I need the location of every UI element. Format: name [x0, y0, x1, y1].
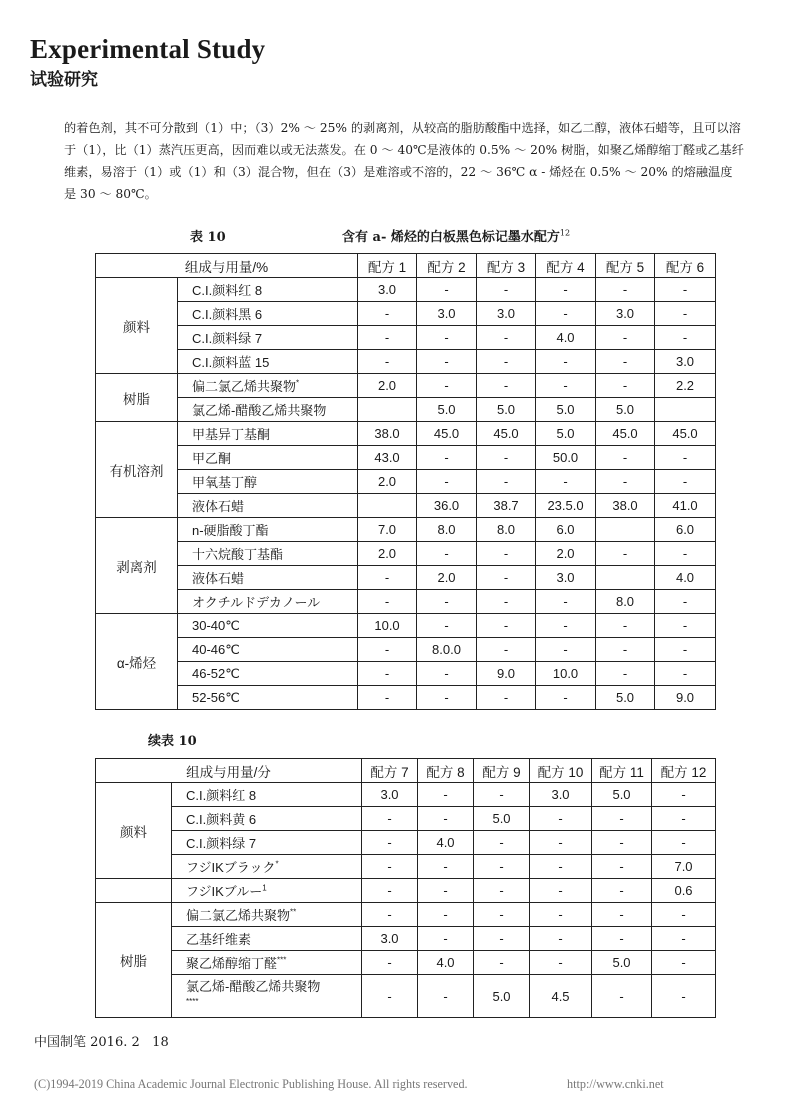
component-name [178, 638, 358, 662]
value-cell: - [592, 927, 652, 951]
table1-title-text: 含有 a- 烯烃的白板黑色标记墨水配方 [342, 230, 560, 245]
value-cell [596, 566, 655, 590]
value-cell: - [358, 302, 417, 326]
value-cell: 4.0 [655, 566, 716, 590]
footer-issue: 中国制笔 2016. 2 [34, 1035, 140, 1050]
value-cell: - [652, 975, 716, 1018]
value-cell [655, 398, 716, 422]
value-cell: - [358, 350, 417, 374]
value-cell: 4.0 [536, 326, 596, 350]
value-cell [358, 398, 417, 422]
footer-page-number: 18 [152, 1035, 169, 1050]
value-cell: 8.0 [477, 518, 536, 542]
footnote-mark: 1 [262, 883, 267, 893]
component-text: 46-52℃ [192, 665, 240, 681]
component-text: フジIKブルー [186, 884, 263, 899]
value-cell: - [417, 350, 477, 374]
value-cell: - [362, 951, 418, 975]
component-name [178, 374, 358, 398]
copyright-line [34, 1077, 774, 1092]
component-name [172, 807, 362, 831]
table-row [96, 662, 716, 686]
value-cell: - [358, 326, 417, 350]
value-cell: - [655, 278, 716, 302]
value-cell: - [418, 975, 474, 1018]
component-name [172, 903, 362, 927]
component-name [172, 975, 362, 1018]
component-text: C.I.颜料红 8 [192, 283, 263, 298]
value-cell: - [596, 638, 655, 662]
value-cell: 3.0 [536, 566, 596, 590]
corner-header: 组成与用量/分 [96, 759, 362, 783]
component-text: n-硬脂酸丁酯 [192, 523, 269, 538]
value-cell: 8.0 [596, 590, 655, 614]
component-name [178, 686, 358, 710]
value-cell: - [418, 903, 474, 927]
value-cell: - [358, 638, 417, 662]
value-cell: - [417, 542, 477, 566]
value-cell: - [530, 951, 592, 975]
value-cell: - [655, 590, 716, 614]
value-cell: - [655, 638, 716, 662]
value-cell: - [530, 903, 592, 927]
table-row [96, 831, 716, 855]
body-paragraph: 的着色剂，其不可分散到（1）中；（3）2% ～ 25% 的剥离剂，从较高的脂肪酸酯中选择，如乙二醇，液体石蜡等，且可以溶于（1），比（1）蒸汽压更高，因而难以或无法蒸发。在 0 ～ 40℃是液体的 0.5% ～ 20% 树脂，如聚乙烯醇缩丁醛或乙基纤维素，易溶于（1）或（1）和（3）混合物，但在（3）是难溶或不溶的，22 ～ 36℃ α - 烯烃在 0.5% ～ 20% 的熔融温度是 30 ～ 80℃。 [64, 121, 744, 201]
value-cell: - [596, 542, 655, 566]
component-text: フジIKブラック [186, 860, 276, 875]
value-cell: - [530, 879, 592, 903]
formula-table-1 [95, 253, 716, 710]
value-cell: - [474, 831, 530, 855]
component-name [178, 662, 358, 686]
table-row [96, 686, 716, 710]
value-cell: 45.0 [655, 422, 716, 446]
header-title-en: Experimental Study [30, 34, 266, 64]
component-text: C.I.颜料绿 7 [186, 836, 257, 851]
value-cell: - [596, 446, 655, 470]
component-name [178, 470, 358, 494]
value-cell: 50.0 [536, 446, 596, 470]
component-text: C.I.颜料红 8 [186, 788, 257, 803]
component-text: 甲氧基丁醇 [192, 475, 258, 490]
value-cell: - [596, 326, 655, 350]
column-header: 配方 11 [592, 759, 652, 783]
table2-caption: 续表 10 [148, 734, 197, 749]
value-cell: - [477, 542, 536, 566]
value-cell: - [536, 614, 596, 638]
table-row [96, 855, 716, 879]
table-row [96, 542, 716, 566]
component-text: 甲基异丁基酮 [192, 427, 271, 442]
value-cell: - [655, 542, 716, 566]
component-name [178, 566, 358, 590]
value-cell: - [417, 470, 477, 494]
column-header: 配方 10 [530, 759, 592, 783]
value-cell: - [536, 350, 596, 374]
value-cell: - [474, 879, 530, 903]
footnote-mark: ** [290, 907, 297, 917]
value-cell: - [474, 855, 530, 879]
component-text: 甲乙酮 [192, 451, 232, 466]
value-cell: - [417, 614, 477, 638]
value-cell: - [530, 831, 592, 855]
value-cell: - [362, 903, 418, 927]
value-cell: - [477, 638, 536, 662]
value-cell: - [655, 326, 716, 350]
value-cell: - [417, 446, 477, 470]
component-name [172, 855, 362, 879]
component-text: 偏二氯乙烯共聚物 [186, 908, 291, 923]
component-name [178, 278, 358, 302]
value-cell: - [477, 566, 536, 590]
column-header: 配方 12 [652, 759, 716, 783]
component-text: 聚乙烯醇缩丁醛 [186, 956, 278, 971]
value-cell: - [655, 470, 716, 494]
column-header: 配方 3 [477, 254, 536, 278]
value-cell: 36.0 [417, 494, 477, 518]
table-row [96, 951, 716, 975]
value-cell: - [418, 783, 474, 807]
component-name [172, 783, 362, 807]
value-cell: - [418, 927, 474, 951]
value-cell: - [362, 879, 418, 903]
value-cell: 45.0 [596, 422, 655, 446]
value-cell: 45.0 [477, 422, 536, 446]
component-text: 液体石蜡 [192, 499, 245, 514]
table-row [96, 590, 716, 614]
value-cell: - [477, 350, 536, 374]
value-cell: - [655, 662, 716, 686]
column-header: 配方 5 [596, 254, 655, 278]
value-cell: - [477, 278, 536, 302]
value-cell: 3.0 [358, 278, 417, 302]
value-cell: 3.0 [596, 302, 655, 326]
component-text: C.I.颜料绿 7 [192, 331, 263, 346]
value-cell: - [477, 470, 536, 494]
value-cell: 3.0 [530, 783, 592, 807]
footnote-mark: * [296, 378, 300, 388]
value-cell: - [477, 446, 536, 470]
table-row [96, 927, 716, 951]
value-cell: 5.0 [596, 686, 655, 710]
value-cell: 38.0 [596, 494, 655, 518]
value-cell: - [362, 975, 418, 1018]
table-row [96, 446, 716, 470]
table-row [96, 302, 716, 326]
component-name [178, 542, 358, 566]
value-cell: 5.0 [477, 398, 536, 422]
value-cell: - [592, 855, 652, 879]
component-name [178, 518, 358, 542]
value-cell: - [417, 662, 477, 686]
value-cell: - [655, 446, 716, 470]
header-title-cn: 试验研究 [30, 70, 98, 90]
column-header: 配方 1 [358, 254, 417, 278]
component-name [172, 879, 362, 903]
value-cell: - [362, 807, 418, 831]
value-cell: 5.0 [592, 951, 652, 975]
footnote-mark-line [186, 994, 361, 1012]
component-name [178, 302, 358, 326]
value-cell: 38.7 [477, 494, 536, 518]
value-cell: - [477, 590, 536, 614]
value-cell: - [536, 470, 596, 494]
group-label: 树脂 [96, 903, 172, 1018]
component-name [172, 927, 362, 951]
value-cell: - [655, 302, 716, 326]
value-cell: - [652, 927, 716, 951]
page-footer [34, 1031, 169, 1050]
table-header-row [96, 254, 716, 278]
column-header: 配方 2 [417, 254, 477, 278]
value-cell: 5.0 [474, 807, 530, 831]
value-cell: 0.6 [652, 879, 716, 903]
table1-title [342, 226, 570, 245]
value-cell: 3.0 [362, 783, 418, 807]
value-cell: 43.0 [358, 446, 417, 470]
value-cell: - [592, 879, 652, 903]
component-text: 氯乙烯-醋酸乙烯共聚物 [192, 403, 327, 418]
group-label: 有机溶剂 [96, 422, 178, 518]
component-text: C.I.颜料蓝 15 [192, 355, 270, 370]
value-cell: - [536, 590, 596, 614]
table-row [96, 638, 716, 662]
table-row [96, 807, 716, 831]
component-name [178, 494, 358, 518]
value-cell: - [655, 614, 716, 638]
value-cell: - [652, 807, 716, 831]
value-cell: 38.0 [358, 422, 417, 446]
value-cell: 2.0 [358, 374, 417, 398]
table-row [96, 879, 716, 903]
formula-table-2 [95, 758, 716, 1018]
value-cell: - [477, 374, 536, 398]
value-cell: 6.0 [655, 518, 716, 542]
value-cell: 5.0 [417, 398, 477, 422]
value-cell: - [418, 879, 474, 903]
group-label: 颜料 [96, 783, 172, 879]
value-cell: 7.0 [652, 855, 716, 879]
value-cell [596, 518, 655, 542]
value-cell: 9.0 [477, 662, 536, 686]
value-cell: 5.0 [536, 422, 596, 446]
value-cell: - [358, 686, 417, 710]
value-cell: 8.0.0 [417, 638, 477, 662]
value-cell: - [417, 278, 477, 302]
table-row [96, 326, 716, 350]
component-name [172, 951, 362, 975]
value-cell: - [596, 350, 655, 374]
column-header: 配方 8 [418, 759, 474, 783]
component-text: 十六烷酸丁基酯 [192, 547, 284, 562]
value-cell: 5.0 [592, 783, 652, 807]
value-cell: - [418, 807, 474, 831]
component-text: C.I.颜料黄 6 [186, 812, 257, 827]
component-name [178, 446, 358, 470]
value-cell: - [358, 566, 417, 590]
value-cell: - [536, 302, 596, 326]
value-cell: - [474, 783, 530, 807]
value-cell: - [596, 614, 655, 638]
value-cell: 3.0 [417, 302, 477, 326]
component-text: 30-40℃ [192, 617, 240, 633]
value-cell: - [592, 903, 652, 927]
group-label: 树脂 [96, 374, 178, 422]
value-cell: 5.0 [596, 398, 655, 422]
value-cell: - [596, 470, 655, 494]
value-cell: - [474, 903, 530, 927]
value-cell: 4.0 [418, 951, 474, 975]
value-cell [358, 494, 417, 518]
value-cell: - [417, 686, 477, 710]
value-cell: 2.0 [358, 470, 417, 494]
value-cell: - [358, 590, 417, 614]
value-cell: 3.0 [655, 350, 716, 374]
table1-title-ref: 12 [559, 228, 571, 238]
table-row [96, 566, 716, 590]
table-row [96, 518, 716, 542]
table-row [96, 494, 716, 518]
value-cell: - [592, 831, 652, 855]
value-cell: 7.0 [358, 518, 417, 542]
value-cell: 9.0 [655, 686, 716, 710]
value-cell: - [536, 278, 596, 302]
footnote-mark: *** [277, 955, 287, 965]
value-cell: 3.0 [477, 302, 536, 326]
value-cell: - [592, 807, 652, 831]
column-header: 配方 4 [536, 254, 596, 278]
value-cell: 2.0 [358, 542, 417, 566]
value-cell: - [596, 662, 655, 686]
footnote-mark: **** [186, 997, 199, 1007]
value-cell: - [474, 951, 530, 975]
table-row [96, 470, 716, 494]
value-cell: - [530, 855, 592, 879]
value-cell: 3.0 [362, 927, 418, 951]
value-cell: - [530, 807, 592, 831]
value-cell: 10.0 [358, 614, 417, 638]
value-cell: - [652, 831, 716, 855]
value-cell: 5.0 [474, 975, 530, 1018]
table-row [96, 903, 716, 927]
table-header-row [96, 759, 716, 783]
value-cell: 4.0 [418, 831, 474, 855]
value-cell: 45.0 [417, 422, 477, 446]
component-name [172, 831, 362, 855]
value-cell: 6.0 [536, 518, 596, 542]
table-row [96, 975, 716, 1018]
component-text: 40-46℃ [192, 641, 240, 657]
value-cell: 2.2 [655, 374, 716, 398]
value-cell: - [536, 638, 596, 662]
value-cell: - [652, 951, 716, 975]
group-label: 颜料 [96, 278, 178, 374]
value-cell: 10.0 [536, 662, 596, 686]
value-cell: 8.0 [417, 518, 477, 542]
table1-number: 表 10 [190, 230, 226, 245]
value-cell: - [358, 662, 417, 686]
value-cell: - [477, 326, 536, 350]
component-text: 52-56℃ [192, 689, 240, 705]
value-cell: - [596, 374, 655, 398]
value-cell: - [652, 903, 716, 927]
value-cell: 5.0 [536, 398, 596, 422]
value-cell: - [536, 374, 596, 398]
table-row [96, 783, 716, 807]
value-cell: - [530, 927, 592, 951]
component-text: 乙基纤维素 [186, 932, 252, 947]
value-cell: - [417, 326, 477, 350]
column-header: 配方 7 [362, 759, 418, 783]
group-label: 剥离剂 [96, 518, 178, 614]
value-cell: 41.0 [655, 494, 716, 518]
table-row [96, 614, 716, 638]
value-cell: - [536, 686, 596, 710]
value-cell: - [652, 783, 716, 807]
component-text: C.I.颜料黑 6 [192, 307, 263, 322]
corner-header: 组成与用量/% [96, 254, 358, 278]
value-cell: - [417, 590, 477, 614]
group-label: α-烯烃 [96, 614, 178, 710]
column-header: 配方 6 [655, 254, 716, 278]
component-text: オクチルドデカノール [192, 595, 321, 610]
value-cell: 4.5 [530, 975, 592, 1018]
component-name [178, 350, 358, 374]
table1-caption [0, 226, 800, 246]
table-row [96, 278, 716, 302]
value-cell: 2.0 [536, 542, 596, 566]
value-cell: - [477, 686, 536, 710]
footnote-mark: * [275, 859, 279, 869]
group-label [96, 879, 172, 903]
table-row [96, 398, 716, 422]
column-header: 配方 9 [474, 759, 530, 783]
component-text: 偏二氯乙烯共聚物 [192, 379, 297, 394]
copyright-url: http://www.cnki.net [567, 1077, 664, 1091]
component-name [178, 326, 358, 350]
component-name [178, 614, 358, 638]
value-cell: - [418, 855, 474, 879]
value-cell: - [592, 975, 652, 1018]
table-row [96, 422, 716, 446]
component-name [178, 590, 358, 614]
value-cell: - [477, 614, 536, 638]
component-text: 氯乙烯-醋酸乙烯共聚物 [186, 979, 321, 995]
table-row [96, 374, 716, 398]
value-cell: 2.0 [417, 566, 477, 590]
component-text: 液体石蜡 [192, 571, 245, 586]
value-cell: - [417, 374, 477, 398]
value-cell: - [362, 855, 418, 879]
value-cell: - [474, 927, 530, 951]
value-cell: 23.5.0 [536, 494, 596, 518]
value-cell: - [362, 831, 418, 855]
component-name [178, 422, 358, 446]
component-name [178, 398, 358, 422]
copyright-text: (C)1994-2019 China Academic Journal Electronic Publishing House. All rights reserved. [34, 1077, 468, 1091]
value-cell: - [596, 278, 655, 302]
table-row [96, 350, 716, 374]
